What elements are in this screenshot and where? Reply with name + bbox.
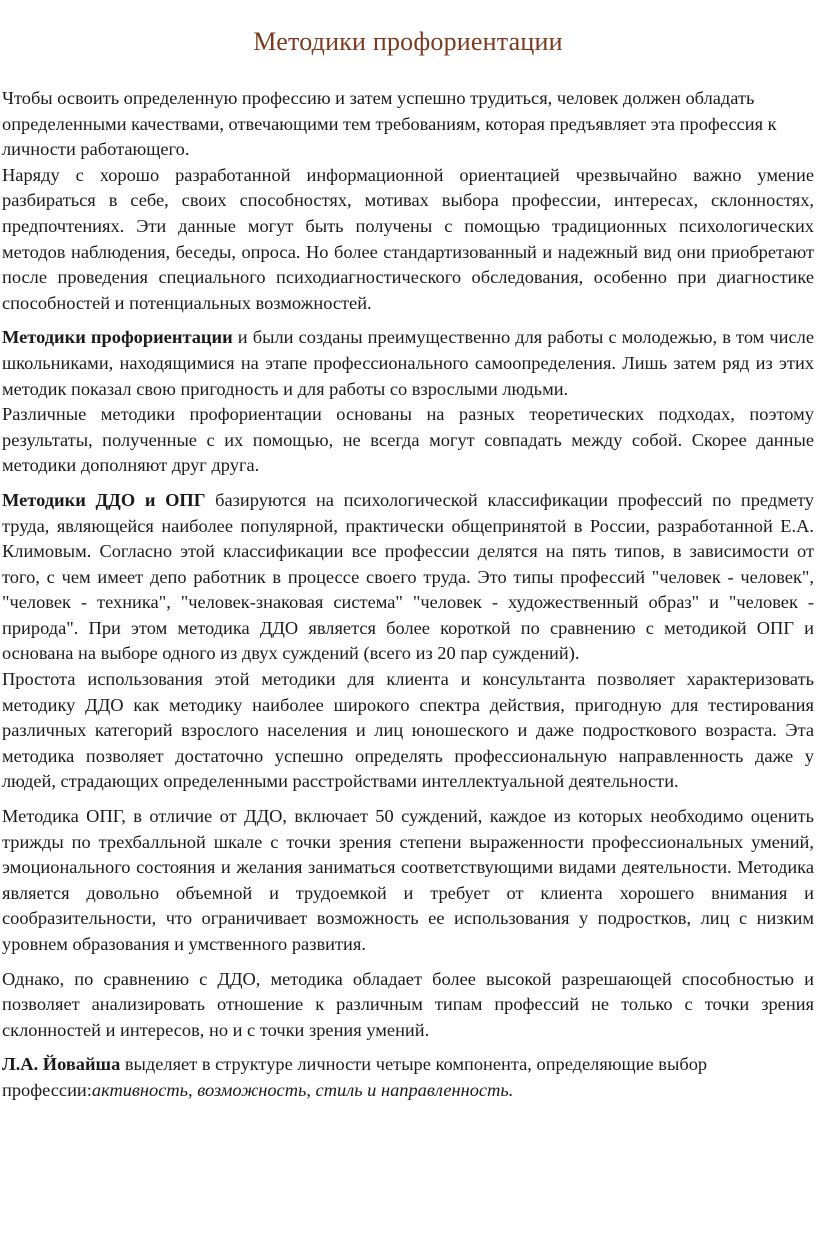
paragraph-intro: Чтобы освоить определенную профессию и затем успешно трудиться, человек должен обладать определенными качествами, отвечающими тем требованиям, которая предъявляет эта профессия к личности работающего. [2,88,777,160]
paragraph-text: выделяет в структуре личности четыре компонента, определяющие выбор профессии: [2,1054,708,1100]
bold-term: Методики профориентации [2,327,233,348]
document-body [2,86,814,1104]
paragraph-self-knowledge: Наряду с хорошо разработанной информационной ориентацией чрезвычайно важно умение разбираться в себе, своих способностях, мотивах выбора профессии, интересах, склонностях, предпочтениях. Эти данные могут быть получены с помощью традиционных психологических методов наблюдения, беседы, опроса. Но более стандартизованный и надежный вид они приобретают после проведения специального психодиагностического обследования, особенно при диагностике способностей и потенциальных возможностей. [2,164,814,313]
paragraph-text: базируются на психологической классификации профессий по предмету труда, являющейся наиболее популярной, практически общепринятой в России, разработанной Е.А. Климовым. Согласно этой классификации все профессии делятся на пять типов, в зависимости от того, с чем имеет депо работник в процессе своего труда. Это типы профессий "человек - человек", "человек - техника", "человек-знаковая система" "человек - художественный образ" и "человек - природа". При этом методика ДДО является более короткой по сравнению с методикой ОПГ и основана на выборе одного из двух суждений (всего из 20 пар суждений). [2,489,814,664]
paragraph-opg-resolution: Однако, по сравнению с ДДО, методика обладает более высокой разрешающей способностью и позволяет анализировать отношение к различным типам профессий не только с точки зрения склонностей и интересов, но и с точки зрения умений. [2,968,814,1040]
page-title: Методики профориентации [253,27,563,56]
paragraph-text: и были созданы преимущественно для работы с молодежью, в том числе школьниками, находящимися на этапе профессионального самоопределения. Лишь затем ряд из этих методик показал свою пригодность и для работы со взрослыми людьми. [2,327,814,399]
paragraph-iovaisha [2,1052,814,1103]
paragraph-ddo-opg [2,488,814,667]
bold-term: Методики ДДО и ОПГ [2,489,206,510]
paragraph-methods-purpose [2,325,814,402]
paragraph-opg-description: Методика ОПГ, в отличие от ДДО, включает 50 суждений, каждое из которых необходимо оценить трижды по трехбалльной шкале с точки зрения степени выраженности профессиональных умений, эмоционального состояния и желания заниматься соответствующими видами деятельности. Методика является довольно объемной и трудоемкой и требует от клиента хорошего внимания и сообразительности, что ограничивает возможность ее использования у подростков, лиц с низким уровнем образования и умственного развития. [2,806,814,954]
paragraph-ddo-simplicity: Простота использования этой методики для клиента и консультанта позволяет характеризовать методику ДДО как методику наиболее широкого спектра действия, пригодную для тестирования различных категорий взрослого населения и лиц юношеского и даже подросткового возраста. Эта методика позволяет достаточно успешно определять профессиональную направленность даже у людей, страдающих определенными расстройствами интеллектуальной деятельности. [2,669,814,792]
italic-terms: активность, возможность, стиль и направленность. [91,1079,514,1100]
bold-term: Л.А. Йовайша [2,1054,121,1075]
paragraph-theoretical-approaches: Различные методики профориентации основаны на разных теоретических подходах, поэтому результаты, полученные с их помощью, не всегда могут совпадать между собой. Скорее данные методики дополняют друг друга. [2,404,814,476]
